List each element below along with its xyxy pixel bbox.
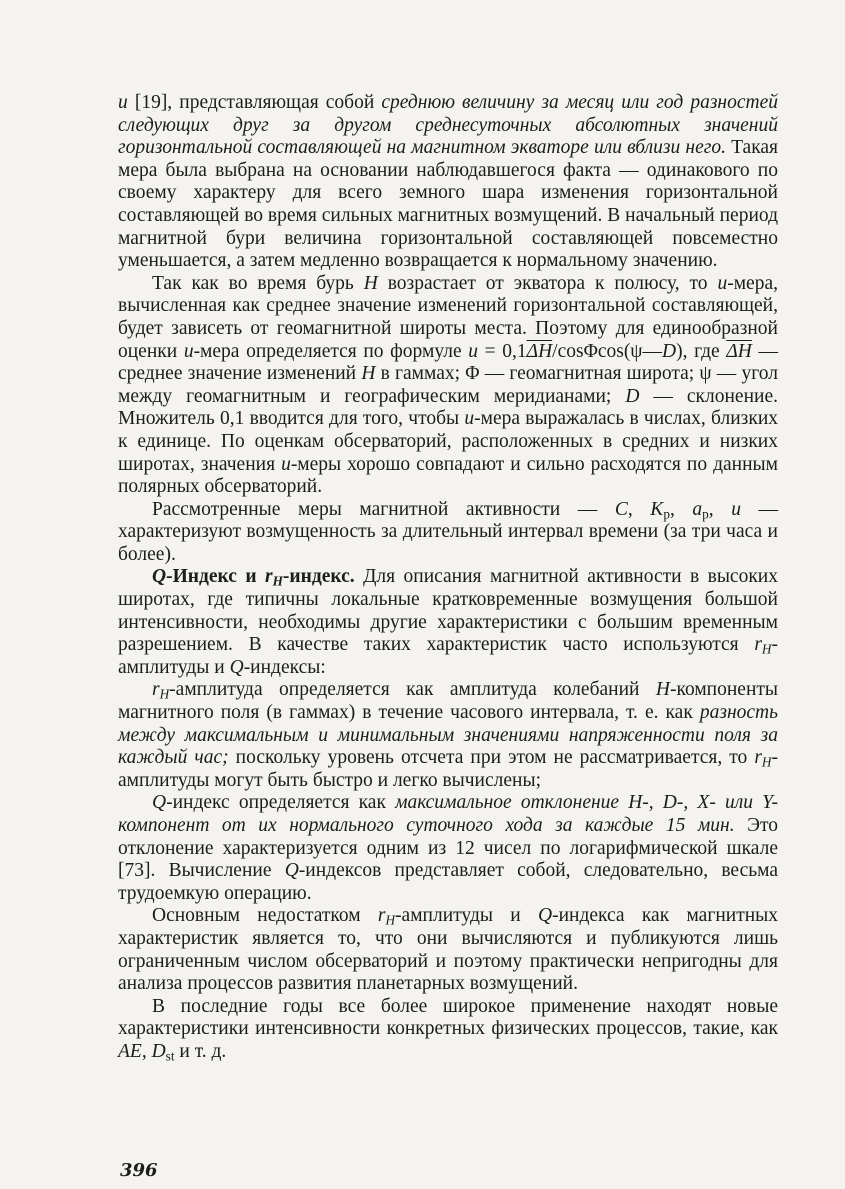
paragraph [118,679,778,792]
text-run: u [468,340,478,362]
text-run: r [265,566,273,588]
text-run: Так как во время бурь [152,272,364,294]
text-run: /cosΦcos(ψ— [552,340,663,362]
text-run: , [141,1040,152,1062]
text-run: Для описания магнитной активности в высоких широтах, где типичны локальные кратковременные возмущения большой интенсивности, необходимы другие характеристики с большим временным разрешением. В качестве таких характеристик часто используются [118,566,778,656]
text-run: K [650,498,664,520]
text-run: C [614,498,628,520]
subscript-text: p [663,506,670,521]
text-run: — склонение. Множитель 0,1 вводится для того, чтобы [118,385,778,430]
text-run: r [754,747,762,769]
text-run: H [363,272,378,294]
text-run: , [708,498,732,520]
text-run: D [662,340,677,362]
text-run: -амплитуды и [395,905,538,927]
text-run: возрастает от экватора к полюсу, то [377,272,718,294]
text-run: среднюю величину за месяц или год разностей следующих друг за другом среднесуточных абсолютных значений горизонтальной составляющей на магнитном экваторе или вблизи него. [118,92,778,159]
text-run: ), где [676,340,727,362]
text-run: $\overline{\Delta H}$ [726,340,752,362]
text-run: a [692,498,703,520]
text-run: , [627,498,651,520]
text-run: u [464,408,475,430]
text-run: D [625,385,640,407]
text-run: Q [152,566,167,588]
text-run: u [717,272,728,294]
text-run: D [151,1040,166,1062]
text-run: — характеризуют возмущенность за длительный интервал времени (за три часа и более). [118,498,779,565]
text-run: -индекс определяется как [166,792,396,814]
text-run: $\overline{\Delta H}$ [526,340,553,362]
subscript-text: H [761,641,772,657]
text-run: -амплитуды и [118,634,778,678]
text-run: в гаммах; Φ — геомагнитная широта; ψ — угол между геомагнитным и географическим меридианами; [118,363,778,407]
text-run: -мера определяется по формуле [193,340,469,362]
subscript-text: st [165,1048,175,1064]
text-run: r [377,905,386,927]
text-run: Q [538,905,553,927]
text-run: -индексы: [243,656,326,678]
text-run: разность между максимальным и минимальным значениями напряженности поля за каждый час; [118,702,778,769]
paragraph [118,566,778,679]
text-run: -мера выражалась в числах, близких к единице. По оценкам обсерваторий, расположенных в средних и низких широтах, значения [118,408,779,475]
text-run: -меры хорошо совпадают и сильно расходятся по данным полярных обсерваторий. [118,453,778,498]
text-run: Q [284,860,299,882]
text-run: r [152,679,160,701]
paragraph [118,273,778,499]
page-number: 396 [120,1160,158,1181]
text-run: поскольку уровень отсчета при этом не рассматривается, то [228,747,755,769]
text-run: u [118,92,128,113]
text-run: -амплитуда определяется как амплитуда колебаний [169,679,656,701]
subscript-text: H [272,573,283,589]
paragraph [118,499,778,567]
paragraph [118,92,778,273]
text-run: [19], представляющая собой [127,92,382,113]
text-run: Q [229,656,244,678]
text-run: H [655,679,670,701]
paragraph [118,905,778,995]
text-run: -индекса как магнитных характеристик является то, что они вычисляются и публикуются лишь ограниченным числом обсерваторий и поэтому практически непригодны для анализа процессов развития планетарных возмущений. [118,905,779,995]
text-run: AE [118,1040,142,1062]
text-run: Это отклонение характеризуется одним из 12 чисел по логарифмической шкале [73]. Вычисление [118,815,778,882]
text-run: u [183,340,194,362]
subscript-text: p [702,506,709,521]
text-run: Основным недостатком [152,905,378,927]
page-body [118,92,778,1064]
text-run: максимальное отклонение H-, D-, X- или Y-компонент от их нормального суточного хода за каждые 15 мин. [118,792,778,836]
text-run: -амплитуды могут быть быстро и легко вычислены; [118,747,778,791]
text-run: Рассмотренные меры магнитной активности — [152,498,615,520]
text-run: r [754,634,762,656]
text-run: В последние годы все более широкое применение находят новые характеристики интенсивности конкретных физических процессов, такие, как [118,995,778,1040]
text-run: — среднее значение изменений [118,340,778,385]
text-run: H [361,363,376,385]
subscript-text: H [761,754,772,770]
paragraph [118,996,778,1064]
text-run: u [281,453,291,475]
text-run: -мера, вычисленная как среднее значение изменений горизонтальной составляющей, будет зависеть от геомагнитной широты места. Поэтому для единообразной оценки [118,272,778,362]
paragraph [118,792,778,905]
subscript-text: H [159,686,170,702]
text-run: = 0,1 [478,340,527,362]
text-run: и т. д. [174,1040,227,1062]
text-run: -индексов представляет собой, следовательно, весьма трудоемкую операцию. [118,860,778,904]
text-run: -компоненты магнитного поля (в гаммах) в течение часового интервала, т. е. как [118,679,778,724]
text-run: -индекс. [282,566,355,588]
text-run: Q [152,792,167,814]
text-run: u [731,498,741,520]
subscript-text: H [385,912,396,928]
text-run: , [669,498,693,520]
text-run: Такая мера была выбрана на основании наблюдавшегося факта — одинакового по своему характеру для всего земного шара изменения горизонтальной составляющей во время сильных магнитных возмущений. В начальный период магнитной бури величина горизонтальной составляющей повсеместно уменьшается, а затем медленно возвращается к нормальному значению. [118,137,779,272]
text-run: -Индекс и [166,566,265,588]
